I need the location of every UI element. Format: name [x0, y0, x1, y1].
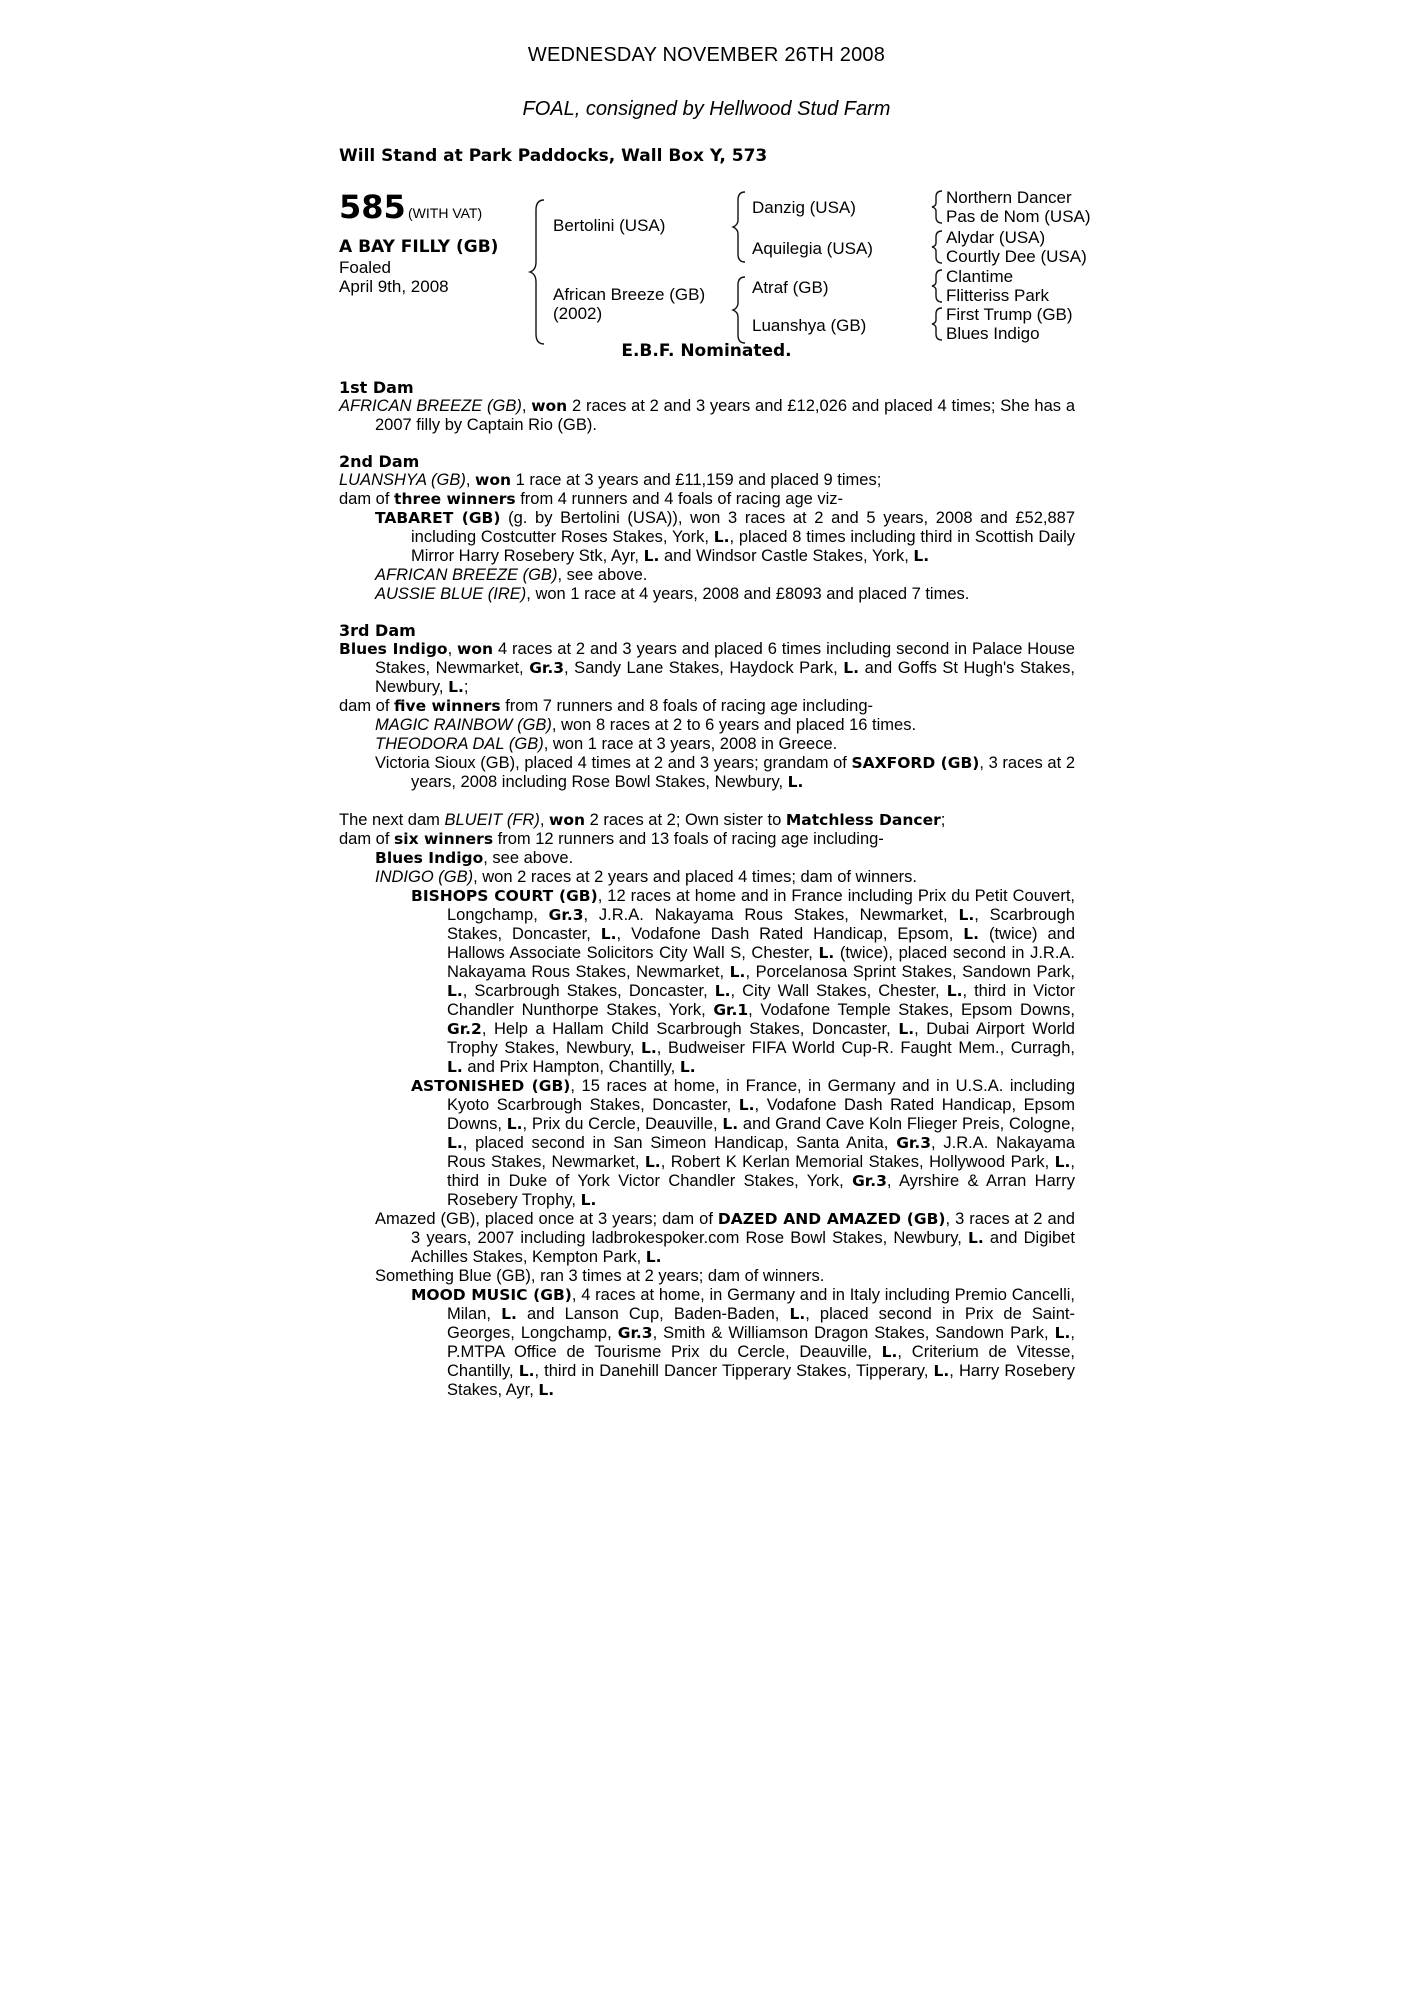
bold-run: L. — [843, 659, 860, 677]
pedigree-sire-sire: Danzig (USA) — [752, 198, 856, 217]
aussie-blue-entry — [339, 585, 1075, 604]
text-run: MAGIC RAINBOW (GB) — [375, 716, 552, 734]
mood-music-entry — [339, 1286, 1075, 1400]
text-run: , third in Danehill Dancer Tipperary Stakes, Tipperary, — [534, 1362, 934, 1380]
pedigree-sss: Northern Dancer — [946, 188, 1072, 207]
text-run: dam of — [339, 830, 395, 848]
foaled-value: April 9th, 2008 — [339, 277, 449, 296]
bold-run: L. — [963, 925, 980, 943]
text-run: , 12 races at home and in France including Prix du Petit Couvert, Longchamp, — [447, 887, 1075, 924]
bold-run: L. — [967, 1229, 984, 1247]
text-run: , see above. — [483, 849, 574, 867]
third-dam-heading: 3rd Dam — [339, 621, 416, 640]
text-run: , P.MTPA Office de Tourisme Prix du Cercle, Deauville, — [447, 1324, 1075, 1361]
bold-run: L. — [643, 547, 660, 565]
text-run: , third in Duke of York Victor Chandler Stakes, York, — [447, 1153, 1075, 1190]
text-run: , won 8 races at 2 to 6 years and placed 16 times. — [551, 716, 917, 734]
catalogue-body — [339, 378, 1075, 1400]
text-run: , third in Victor Chandler Nunthorpe Stakes, York, — [447, 982, 1075, 1019]
bold-run: Gr.3 — [529, 659, 565, 677]
bold-run: L. — [946, 982, 963, 1000]
text-run: , City Wall Stakes, Chester, — [730, 982, 947, 1000]
bold-run: ASTONISHED (GB) — [411, 1077, 571, 1095]
second-dam-heading: 2nd Dam — [339, 452, 420, 471]
text-run: AUSSIE BLUE (IRE) — [375, 585, 527, 603]
first-dam-heading: 1st Dam — [339, 378, 414, 397]
text-run: (twice) and Hallows Associate Solicitors City Wall S, Chester, — [447, 925, 1075, 962]
bold-run: L. — [506, 1115, 523, 1133]
bold-run: L. — [518, 1362, 535, 1380]
bold-run: L. — [447, 1058, 463, 1076]
something-blue-entry: Something Blue (GB), ran 3 times at 2 years; dam of winners. — [375, 1267, 825, 1285]
text-run: 4 races at 2 and 3 years and placed 6 times including second in Palace House Stakes, Newmarket, — [375, 640, 1075, 677]
bold-run: Blues Indigo — [339, 640, 448, 658]
pedigree-sire-dam: Aquilegia (USA) — [752, 239, 873, 258]
text-run: , won 1 race at 3 years, 2008 in Greece. — [543, 735, 838, 753]
bold-run: L. — [538, 1381, 555, 1399]
text-run: , Help a Hallam Child Scarbrough Stakes, Doncaster, — [481, 1020, 899, 1038]
bold-run: L. — [933, 1362, 950, 1380]
text-run: and Goffs St Hugh's Stakes, Newbury, — [375, 659, 1075, 696]
bold-run: L. — [738, 1096, 755, 1114]
pedigree-sdd: Courtly Dee (USA) — [946, 247, 1087, 266]
magic-rainbow-entry — [339, 716, 1075, 735]
pedigree-dss: Clantime — [946, 267, 1014, 286]
second-dam-section — [339, 452, 1075, 604]
bold-run: L. — [580, 1191, 597, 1209]
next-dam-section — [339, 811, 1075, 1400]
text-run: , Robert K Kerlan Memorial Stakes, Hollywood Park, — [660, 1153, 1055, 1171]
bold-run: SAXFORD (GB) — [851, 754, 980, 772]
text-run: 2 races at 2 and 3 years and £12,026 and placed 4 times; She has a 2007 filly by Captain Rio (GB). — [375, 397, 1075, 434]
text-run: ; — [463, 678, 469, 696]
bold-run: six winners — [394, 830, 494, 848]
text-run: , see above. — [557, 566, 648, 584]
third-dam-produce — [339, 697, 1075, 716]
bold-run: L. — [641, 1039, 657, 1057]
pedigree-sds: Alydar (USA) — [946, 228, 1046, 247]
pedigree-braces — [0, 0, 1413, 360]
bold-run: Gr.2 — [447, 1020, 482, 1038]
amazed-entry — [339, 1210, 1075, 1267]
pedigree-ddd: Blues Indigo — [946, 324, 1040, 343]
text-run: THEODORA DAL (GB) — [375, 735, 544, 753]
text-run: dam of — [339, 697, 395, 715]
lot-number: 585 — [339, 188, 406, 226]
bold-run: L. — [447, 982, 463, 1000]
third-dam-section — [339, 621, 1075, 792]
bold-run: TABARET (GB) — [375, 509, 501, 527]
text-run: , placed 8 times including third in Scottish Daily Mirror Harry Rosebery Stk, Ayr, — [411, 528, 1075, 565]
bold-run: L. — [818, 944, 835, 962]
text-run: , placed second in Prix de Saint-Georges, Longchamp, — [447, 1305, 1075, 1342]
african-breeze-entry — [339, 566, 1075, 585]
text-run: (twice), placed second in J.R.A. Nakayama Rous Stakes, Newmarket, — [447, 944, 1075, 981]
bold-run: L. — [1054, 1324, 1071, 1342]
text-run: , won 1 race at 4 years, 2008 and £8093 and placed 7 times. — [526, 585, 970, 603]
victoria-sioux-entry — [339, 754, 1075, 792]
astonished-entry — [339, 1077, 1075, 1210]
pedigree-dam — [553, 285, 705, 323]
bold-run: won — [457, 640, 494, 658]
pedigree-dam-dam: Luanshya (GB) — [752, 316, 867, 335]
bold-run: won — [549, 811, 586, 829]
second-dam-text: LUANSHYA (GB), won 1 race at 3 years and £11,159 and placed 9 times; — [339, 471, 882, 489]
bold-run: L. — [713, 528, 730, 546]
bold-run: L. — [447, 1134, 463, 1152]
text-run: from 12 runners and 13 foals of racing age including- — [493, 830, 884, 848]
text-run: and Digibet Achilles Stakes, Kempton Park, — [411, 1229, 1075, 1266]
foaled-label: Foaled — [339, 258, 391, 277]
tabaret-entry — [339, 509, 1075, 566]
bold-run: won — [475, 471, 512, 489]
bold-run: BISHOPS COURT (GB) — [411, 887, 598, 905]
bold-run: L. — [787, 773, 804, 791]
bold-run: L. — [898, 1020, 915, 1038]
pedigree-dsd: Flitteriss Park — [946, 286, 1049, 305]
pedigree-dam-year: (2002) — [553, 304, 603, 323]
text-run: and Lanson Cup, Baden-Baden, — [516, 1305, 790, 1323]
text-run: from 7 runners and 8 foals of racing age including- — [500, 697, 874, 715]
text-run: , 4 races at home, in Germany and in Italy including Premio Cancelli, Milan, — [447, 1286, 1075, 1323]
pedigree-dam-sire: Atraf (GB) — [752, 278, 829, 297]
text-run: , Criterium de Vitesse, Chantilly, — [447, 1343, 1076, 1380]
text-run: , Scarbrough Stakes, Doncaster, — [462, 982, 715, 1000]
bold-run: Gr.1 — [713, 1001, 749, 1019]
bold-run: L. — [600, 925, 617, 943]
bold-run: L. — [679, 1058, 696, 1076]
pedigree-sire: Bertolini (USA) — [553, 216, 666, 235]
text-run: , 3 races at 2 and 3 years, 2007 including ladbrokespoker.com Rose Bowl Stakes, Newbury, — [411, 1210, 1075, 1247]
vat-note: (WITH VAT) — [408, 205, 483, 221]
text-run: BLUEIT (FR) — [444, 811, 540, 829]
bold-run: L. — [501, 1305, 517, 1323]
text-run: , Harry Rosebery Stakes, Ayr, — [447, 1362, 1075, 1399]
text-run: , Prix du Cercle, Deauville, — [522, 1115, 723, 1133]
text-run: (g. by Bertolini (USA)), won 3 races at 2 and 5 years, 2008 and £52,887 including Costcutter Roses Stakes, York, — [411, 509, 1075, 546]
text-run: , Dubai Airport World Trophy Stakes, Newbury, — [447, 1020, 1075, 1057]
text-run: , won 2 races at 2 years and placed 4 times; dam of winners. — [473, 868, 917, 886]
text-run: , Ayrshire & Arran Harry Rosebery Trophy, — [447, 1172, 1075, 1209]
next-dam-text: The next dam BLUEIT (FR), won 2 races at 2; Own sister to Matchless Dancer; — [339, 811, 946, 829]
bold-run: Blues Indigo — [375, 849, 484, 867]
text-run: from 4 runners and 4 foals of racing age viz- — [515, 490, 844, 508]
bold-run: won — [531, 397, 568, 415]
text-run: 1 race at 3 years and £11,159 and placed 9 times; — [511, 471, 882, 489]
bold-run: three winners — [394, 490, 516, 508]
text-run: , Vodafone Dash Rated Handicap, Epsom, — [616, 925, 964, 943]
text-run: Amazed (GB), placed once at 3 years; dam of — [375, 1210, 718, 1228]
bold-run: Gr.3 — [896, 1134, 932, 1152]
bold-run: L. — [789, 1305, 806, 1323]
text-run: INDIGO (GB) — [375, 868, 474, 886]
first-dam-section — [339, 378, 1075, 435]
third-dam-text: Blues Indigo, won 4 races at 2 and 3 years and placed 6 times including second in Palace House Stakes, Newmarket, Gr.3, Sandy Lane Stakes, Haydock Park, L. and Goffs St Hugh's Stakes, Newbury, L.; — [339, 640, 1075, 696]
text-run: , Scarbrough Stakes, Doncaster, — [447, 906, 1075, 943]
text-run: 2 races at 2; Own sister to — [585, 811, 786, 829]
bold-run: Matchless Dancer — [785, 811, 941, 829]
text-run: , Sandy Lane Stakes, Haydock Park, — [564, 659, 844, 677]
bold-run: L. — [958, 906, 975, 924]
blues-indigo-entry — [339, 849, 1075, 868]
text-run: ; — [940, 811, 946, 829]
lot-title: A BAY FILLY (GB) — [339, 237, 499, 257]
text-run: AFRICAN BREEZE (GB) — [339, 397, 522, 415]
indigo-entry — [339, 868, 1075, 887]
pedigree-dds: First Trump (GB) — [946, 305, 1073, 324]
sale-date: WEDNESDAY NOVEMBER 26TH 2008 — [527, 44, 886, 66]
first-dam-text: AFRICAN BREEZE (GB), won 2 races at 2 and 3 years and £12,026 and placed 4 times; She has a 2007 filly by Captain Rio (GB). — [339, 397, 1075, 434]
pedigree-dam-name: African Breeze (GB) — [553, 285, 706, 304]
text-run: , J.R.A. Nakayama Rous Stakes, Newmarket, — [447, 1134, 1075, 1171]
text-run: , 15 races at home, in France, in Germany and in U.S.A. including Kyoto Scarbrough Stakes, Doncaster, — [447, 1077, 1076, 1114]
bold-run: MOOD MUSIC (GB) — [411, 1286, 572, 1304]
bold-run: Gr.3 — [852, 1172, 887, 1190]
text-run: , Porcelanosa Sprint Stakes, Sandown Park, — [745, 963, 1075, 981]
text-run: and Grand Cave Koln Flieger Preis, Cologne, — [738, 1115, 1075, 1133]
text-run: , placed second in San Simeon Handicap, Santa Anita, — [462, 1134, 897, 1152]
text-run: , Budweiser FIFA World Cup-R. Faught Mem., Curragh, — [656, 1039, 1075, 1057]
bold-run: DAZED AND AMAZED (GB) — [717, 1210, 946, 1228]
ebf-note: E.B.F. Nominated. — [621, 341, 792, 361]
text-run: , Vodafone Dash Rated Handicap, Epsom Downs, — [447, 1096, 1075, 1133]
stand-location: Will Stand at Park Paddocks, Wall Box Y, 573 — [339, 146, 768, 166]
text-run: LUANSHYA (GB) — [339, 471, 466, 489]
bold-run: L. — [714, 982, 731, 1000]
text-run: Victoria Sioux (GB), placed 4 times at 2 and 3 years; grandam of — [375, 754, 852, 772]
bold-run: Gr.3 — [548, 906, 584, 924]
bold-run: L. — [913, 547, 930, 565]
next-dam-produce — [339, 830, 1075, 849]
text-run: , Vodafone Temple Stakes, Epsom Downs, — [748, 1001, 1075, 1019]
text-run: , 3 races at 2 years, 2008 including Rose Bowl Stakes, Newbury, — [411, 754, 1075, 791]
bold-run: L. — [881, 1343, 898, 1361]
bishops-court-entry — [339, 887, 1075, 1077]
bold-run: L. — [729, 963, 746, 981]
theodora-dal-entry — [339, 735, 1075, 754]
bold-run: L. — [1054, 1153, 1071, 1171]
pedigree-ssd: Pas de Nom (USA) — [946, 207, 1091, 226]
second-dam-produce — [339, 490, 1075, 509]
bold-run: L. — [448, 678, 464, 696]
text-run: , J.R.A. Nakayama Rous Stakes, Newmarket, — [583, 906, 959, 924]
text-run: AFRICAN BREEZE (GB) — [375, 566, 558, 584]
consignment-line: FOAL, consigned by Hellwood Stud Farm — [522, 98, 891, 120]
text-run: The next dam — [339, 811, 445, 829]
text-run: dam of — [339, 490, 395, 508]
text-run: , Smith & Williamson Dragon Stakes, Sandown Park, — [652, 1324, 1055, 1342]
text-run: and Prix Hampton, Chantilly, — [462, 1058, 680, 1076]
bold-run: L. — [645, 1248, 662, 1266]
text-run: and Windsor Castle Stakes, York, — [659, 547, 914, 565]
bold-run: L. — [722, 1115, 739, 1133]
bold-run: five winners — [394, 697, 501, 715]
bold-run: Gr.3 — [617, 1324, 653, 1342]
bold-run: L. — [644, 1153, 661, 1171]
